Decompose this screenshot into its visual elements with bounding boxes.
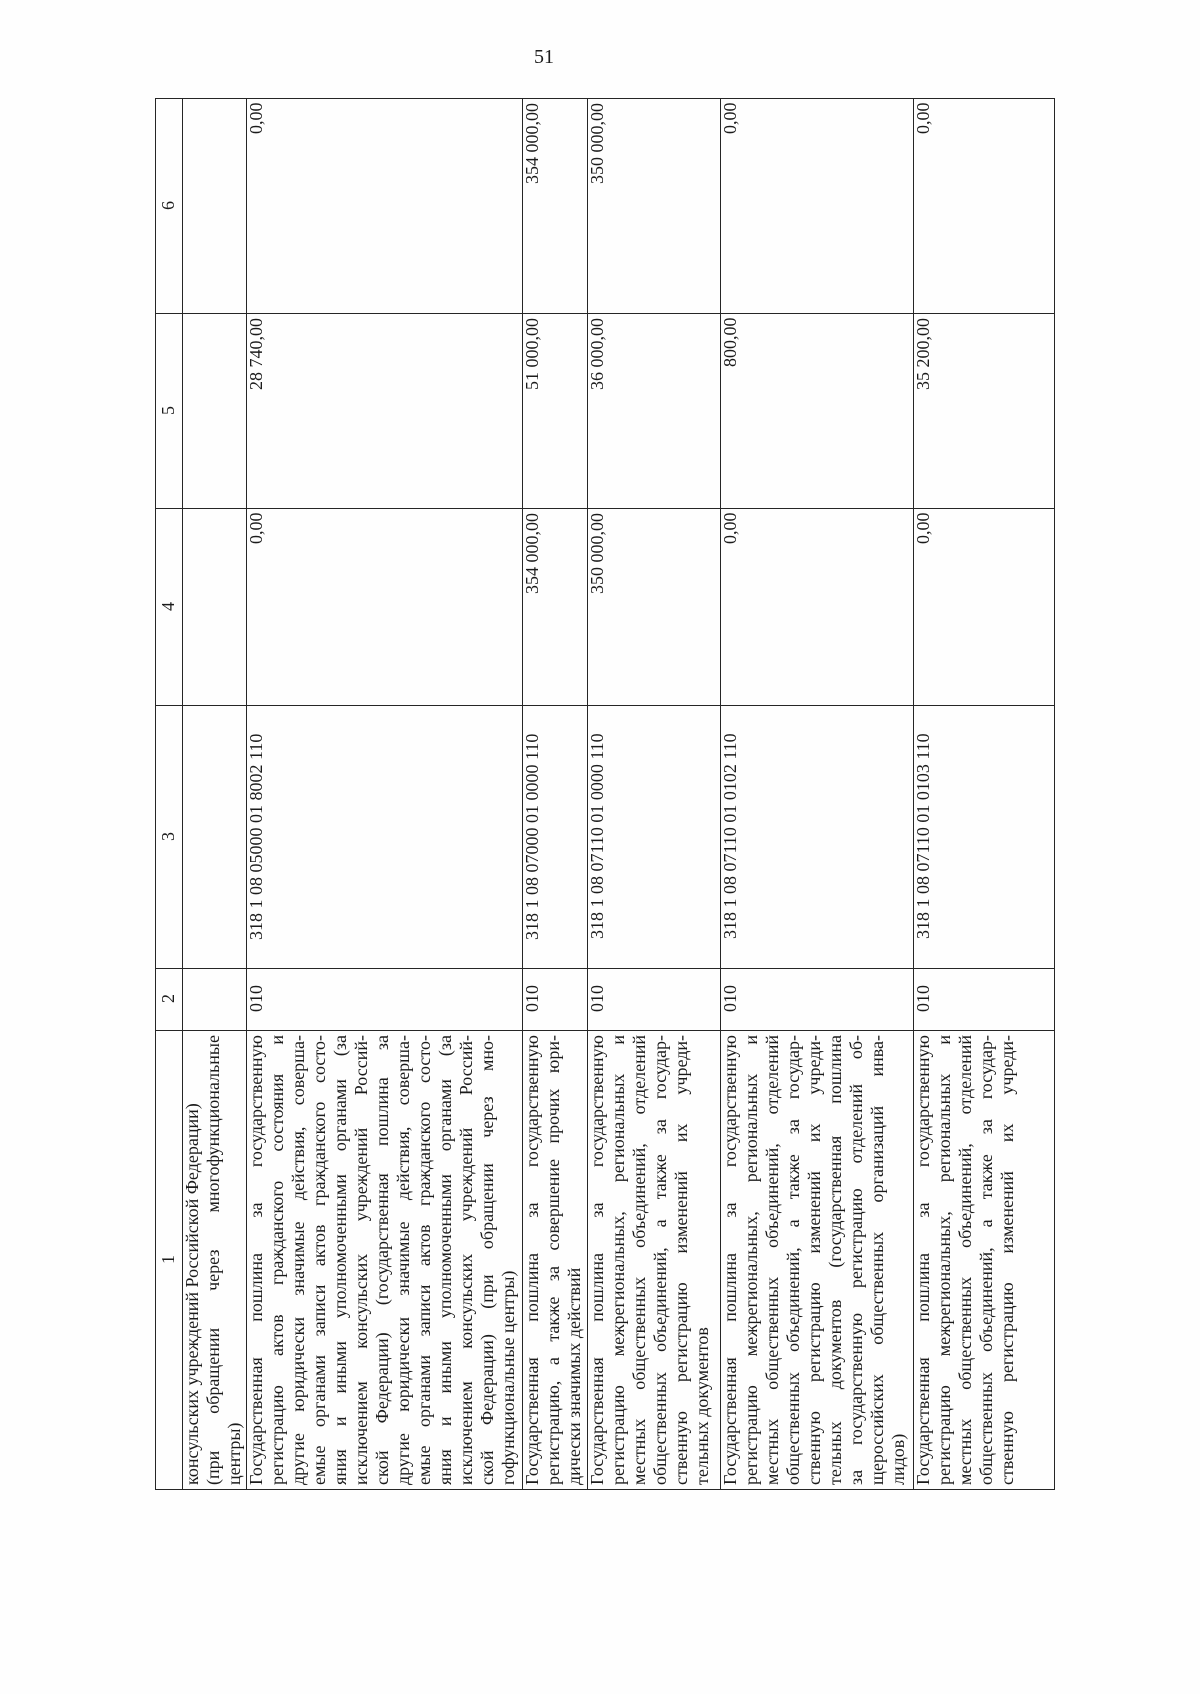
revenue-name-line: регистрацию актов гражданского состояния и	[267, 1035, 287, 1485]
budget-classification-code-cell: 318 1 08 07110 01 0000 110	[587, 733, 607, 940]
column-number-header: 1	[158, 1255, 178, 1265]
line-code-cell: 010	[587, 985, 607, 1013]
revenue-name-line: общественных объединений, а также за государ-	[976, 1035, 996, 1485]
column-number-header: 5	[158, 406, 178, 415]
line-code-cell: 010	[246, 985, 266, 1013]
revenue-name-line: Государственная пошлина за государственную	[913, 1035, 933, 1485]
revenue-name-line: (при обращении через многофункциональные	[203, 1035, 223, 1485]
revenue-table	[155, 98, 1055, 1490]
revenue-name-line: другие юридически значимые действия, соверша-	[288, 1035, 308, 1485]
revenue-name-line: исключением консульских учреждений Россий-	[456, 1035, 476, 1485]
line-code-cell: 010	[720, 985, 740, 1013]
revenue-name-line: емые органами записи актов гражданского состо-	[414, 1035, 434, 1485]
amount-cell-col4: 0,00	[720, 513, 740, 545]
amount-cell-col5: 800,00	[720, 318, 740, 368]
amount-cell-col6: 354 000,00	[522, 103, 542, 184]
revenue-name-line: регистрацию межрегиональных, региональных и	[934, 1035, 954, 1485]
revenue-name-line: Государственная пошлина за государственную	[522, 1035, 542, 1485]
revenue-name-line: Государственная пошлина за государственную	[720, 1035, 740, 1485]
revenue-name-cell	[587, 1030, 720, 1490]
amount-cell-col4: 0,00	[913, 513, 933, 545]
revenue-name-line: ственную регистрацию изменений их учреди-	[804, 1035, 824, 1485]
column-number-header: 3	[158, 832, 178, 841]
amount-cell-col5: 35 200,00	[913, 318, 933, 390]
amount-cell-col6: 0,00	[913, 103, 933, 135]
column-number-header: 4	[158, 602, 178, 611]
revenue-name-line: регистрацию, а также за совершение прочих юри-	[543, 1035, 563, 1485]
revenue-name-cell	[913, 1030, 1055, 1490]
amount-cell-col4: 350 000,00	[587, 513, 607, 594]
revenue-name-cell	[182, 1030, 246, 1490]
page-number: 51	[534, 46, 554, 68]
line-code-cell: 010	[522, 985, 542, 1013]
revenue-name-line: местных общественных объединений, отделений	[955, 1035, 975, 1485]
amount-cell-col6: 350 000,00	[587, 103, 607, 184]
amount-cell-col6: 0,00	[246, 103, 266, 135]
revenue-name-line: щероссийских общественных организаций инва-	[867, 1035, 887, 1485]
line-code-cell: 010	[913, 985, 933, 1013]
amount-cell-col6: 0,00	[720, 103, 740, 135]
amount-cell-col5: 51 000,00	[522, 318, 542, 390]
revenue-name-line: тельных документов (государственная пошлина	[825, 1035, 845, 1485]
revenue-name-cell	[246, 1030, 522, 1490]
revenue-name-line: общественных объединений, а также за государ-	[650, 1035, 670, 1485]
revenue-name-line: общественных объединений, а также за государ-	[783, 1035, 803, 1485]
revenue-name-line: местных общественных объединений, отделений	[629, 1035, 649, 1485]
revenue-name-line: Государственная пошлина за государственную	[587, 1035, 607, 1485]
revenue-name-line: дически значимых действий	[564, 1267, 584, 1485]
revenue-name-line: другие юридически значимые действия, соверша-	[393, 1035, 413, 1485]
revenue-name-line: центры)	[224, 1422, 244, 1485]
amount-cell-col4: 0,00	[246, 513, 266, 545]
revenue-name-line: лидов)	[888, 1433, 908, 1485]
budget-classification-code-cell: 318 1 08 07110 01 0102 110	[720, 733, 740, 940]
amount-cell-col4: 354 000,00	[522, 513, 542, 594]
revenue-name-line: исключением консульских учреждений Россий-	[351, 1035, 371, 1485]
amount-cell-col5: 28 740,00	[246, 318, 266, 390]
amount-cell-col5: 36 000,00	[587, 318, 607, 390]
revenue-name-line: гофункциональные центры)	[498, 1270, 518, 1485]
column-number-header: 2	[158, 994, 178, 1004]
column-number-header: 6	[158, 201, 178, 210]
revenue-name-cell	[720, 1030, 913, 1490]
revenue-name-line: яния и иными уполномоченными органами (за	[330, 1035, 350, 1485]
budget-classification-code-cell: 318 1 08 05000 01 8002 110	[246, 733, 266, 940]
revenue-name-line: ской Федерации) (при обращении через мно-	[477, 1035, 497, 1485]
revenue-name-line: ской Федерации) (государственная пошлина за	[372, 1035, 392, 1485]
budget-classification-code-cell: 318 1 08 07110 01 0103 110	[913, 733, 933, 940]
revenue-name-line: ственную регистрацию изменений их учреди-	[997, 1035, 1017, 1485]
revenue-name-line: регистрацию межрегиональных, региональных и	[608, 1035, 628, 1485]
budget-classification-code-cell: 318 1 08 07000 01 0000 110	[522, 733, 542, 940]
revenue-name-line: яния и иными уполномоченными органами (за	[435, 1035, 455, 1485]
revenue-name-line: тельных документов	[692, 1327, 712, 1485]
revenue-name-line: ственную регистрацию изменений их учреди-	[671, 1035, 691, 1485]
revenue-name-line: Государственная пошлина за государственную	[246, 1035, 266, 1485]
revenue-name-line: регистрацию межрегиональных, региональных и	[741, 1035, 761, 1485]
revenue-name-line: консульских учреждений Российской Федерации)	[182, 1103, 202, 1485]
revenue-name-line: емые органами записи актов гражданского состо-	[309, 1035, 329, 1485]
revenue-name-line: местных общественных объединений, отделений	[762, 1035, 782, 1485]
revenue-name-cell	[522, 1030, 587, 1490]
revenue-name-line: за государственную регистрацию отделений об-	[846, 1035, 866, 1485]
